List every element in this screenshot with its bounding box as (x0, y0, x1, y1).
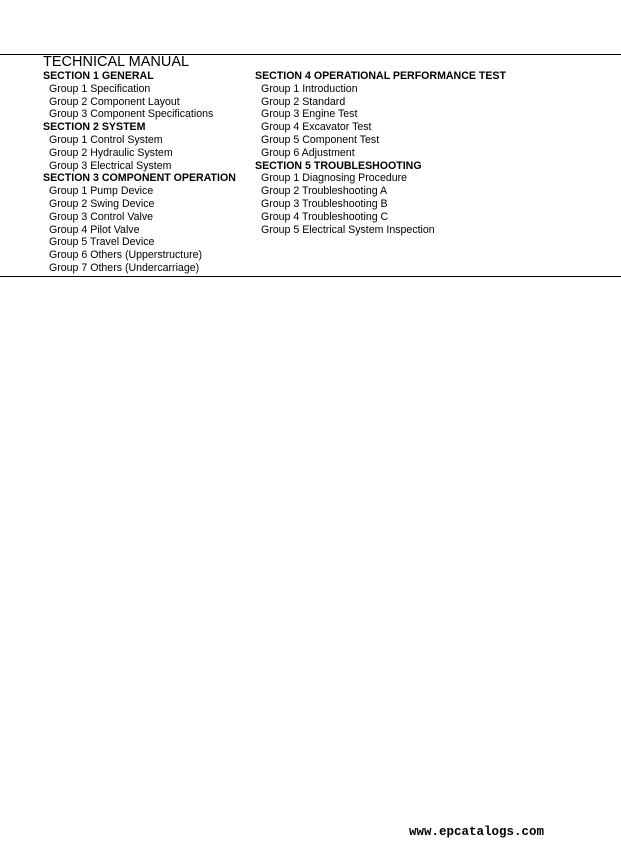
group-item: Group 3 Troubleshooting B (261, 197, 388, 210)
group-item: Group 2 Troubleshooting A (261, 185, 388, 198)
section-heading: SECTION 3 COMPONENT OPERATION (43, 172, 236, 185)
section-heading: SECTION 2 SYSTEM (43, 121, 146, 134)
group-item: Group 3 Control Valve (49, 210, 154, 223)
section-block (255, 160, 506, 237)
group-item: Group 5 Electrical System Inspection (261, 223, 435, 236)
footer-url[interactable]: www.epcatalogs.com (409, 825, 545, 839)
section-block (43, 172, 236, 274)
group-item: Group 1 Specification (49, 82, 151, 95)
section-heading: SECTION 5 TROUBLESHOOTING (255, 159, 422, 172)
group-item: Group 1 Introduction (261, 82, 358, 95)
group-item: Group 2 Swing Device (49, 197, 155, 210)
left-column (43, 70, 236, 275)
section-block (255, 70, 506, 160)
group-item: Group 4 Troubleshooting C (261, 210, 389, 223)
group-item: Group 1 Control System (49, 133, 163, 146)
group-item: Group 4 Pilot Valve (49, 223, 140, 236)
bottom-divider (0, 276, 621, 277)
group-item: Group 3 Electrical System (49, 159, 172, 172)
group-item: Group 7 Others (Undercarriage) (49, 261, 200, 274)
group-item: Group 1 Diagnosing Procedure (261, 172, 408, 185)
section-heading: SECTION 1 GENERAL (43, 70, 154, 82)
group-item: Group 4 Excavator Test (261, 121, 372, 134)
group-item: Group 3 Component Specifications (49, 108, 214, 121)
group-item: Group 2 Standard (261, 95, 346, 108)
group-item: Group 2 Component Layout (49, 95, 180, 108)
group-item: Group 5 Component Test (261, 133, 380, 146)
group-item: Group 5 Travel Device (49, 236, 155, 249)
group-item: Group 6 Others (Upperstructure) (49, 249, 203, 262)
group-item: Group 1 Pump Device (49, 185, 154, 198)
section-heading: SECTION 4 OPERATIONAL PERFORMANCE TEST (255, 70, 506, 82)
group-item: Group 2 Hydraulic System (49, 146, 173, 159)
group-item: Group 6 Adjustment (261, 146, 355, 159)
section-block (43, 70, 236, 121)
group-item: Group 3 Engine Test (261, 108, 358, 121)
right-column (255, 70, 506, 236)
section-block (43, 121, 236, 172)
manual-title: TECHNICAL MANUAL (43, 54, 190, 70)
